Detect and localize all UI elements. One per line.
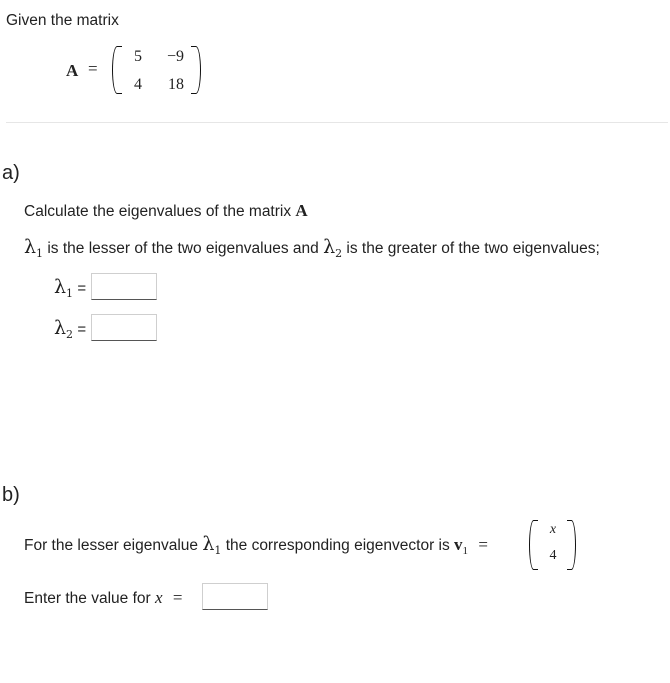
description-end: is the greater of the two eigenvalues; — [342, 240, 600, 257]
lambda2-input[interactable] — [91, 314, 157, 341]
x-value-input[interactable] — [202, 583, 268, 610]
section-divider — [6, 122, 668, 123]
part-a-instruction — [24, 201, 308, 221]
eigenvector-column — [529, 520, 581, 572]
lambda1-input-symbol: λ — [54, 276, 67, 298]
lambda1-equals: = — [77, 280, 87, 297]
part-b-sentence — [24, 533, 488, 555]
eigenvector-subscript: 1 — [462, 545, 469, 557]
description-middle: is the lesser of the two eigenvalues and — [43, 240, 324, 257]
lambda2-equals: = — [77, 321, 87, 338]
part-b-sentence-start: For the lesser eigenvalue — [24, 537, 203, 554]
instruction-matrix-symbol: A — [295, 201, 308, 220]
enter-prompt: Enter the value for — [24, 590, 155, 607]
lambda1-subscript: 1 — [36, 247, 44, 260]
matrix-right-paren — [191, 46, 201, 94]
vector-entry-x: x — [549, 522, 557, 537]
x-value-label — [24, 588, 182, 608]
matrix-cell-r2c1: 4 — [134, 76, 142, 93]
matrix-name: A — [66, 61, 79, 80]
part-b-sentence-middle: the corresponding eigenvector is — [221, 537, 455, 554]
matrix-cell-r1c2: −9 — [166, 48, 184, 65]
part-b-label: b) — [2, 484, 20, 506]
part-a-description — [24, 236, 600, 258]
enter-equals: = — [172, 588, 183, 607]
lambda1-input[interactable] — [91, 273, 157, 300]
lambda2-symbol: λ — [323, 236, 336, 258]
eigenvector-name: v — [454, 535, 463, 554]
eigenvector-equals: = — [478, 535, 488, 554]
enter-variable: x — [154, 588, 163, 607]
lambda2-input-symbol: λ — [54, 317, 67, 339]
vector-right-paren — [567, 520, 576, 570]
matrix-equation — [66, 44, 216, 96]
lambda1-input-subscript: 1 — [66, 287, 74, 300]
lambda1-symbol: λ — [24, 236, 37, 258]
part-b-lambda-symbol: λ — [202, 533, 215, 555]
part-a-label: a) — [2, 162, 20, 184]
vector-entry-2: 4 — [549, 548, 557, 563]
part-b-lambda-subscript: 1 — [214, 544, 222, 557]
matrix-equals: = — [88, 59, 98, 78]
vector-left-paren — [529, 520, 538, 570]
lambda2-label — [54, 317, 86, 339]
matrix-cell-r2c2: 18 — [168, 76, 184, 93]
intro-text: Given the matrix — [6, 12, 119, 29]
lambda2-subscript: 2 — [335, 247, 343, 260]
instruction-text: Calculate the eigenvalues of the matrix — [24, 203, 292, 220]
lambda2-input-subscript: 2 — [66, 328, 74, 341]
matrix-cell-r1c1: 5 — [134, 48, 142, 65]
lambda1-label — [54, 276, 86, 298]
